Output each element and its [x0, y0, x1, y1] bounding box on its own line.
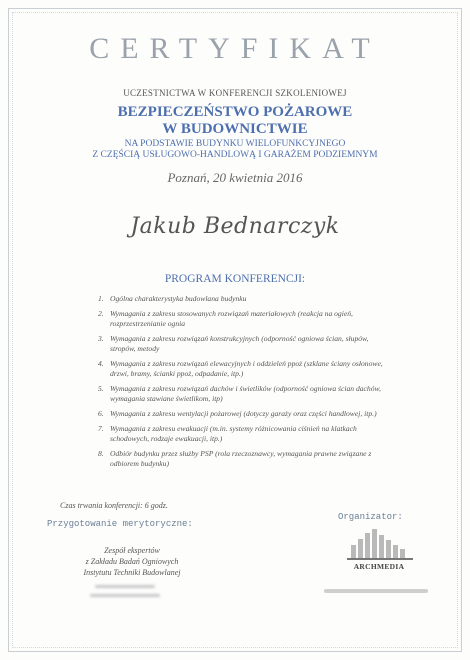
program-item-number: 6.: [98, 409, 104, 418]
program-item-text: Wymagania z zakresu rozwiązań elewacyjnych i oddzieleń ppoż (szklane ściany osłonowe, drzwi, bramy, ścianki ppoż, odpadanie, itp.): [110, 359, 383, 378]
program-item: [98, 309, 388, 329]
place-date: Poznań, 20 kwietnia 2016: [167, 170, 303, 185]
organizer-label: Organizator:: [338, 512, 403, 522]
program-item: [98, 384, 388, 404]
program-heading: PROGRAM KONFERENCJI:: [164, 273, 306, 285]
program-list: [98, 294, 388, 474]
program-item-number: 3.: [98, 334, 104, 343]
program-item-number: 2.: [98, 309, 104, 318]
program-item: [98, 334, 388, 354]
experts-line2: z Zakładu Badań Ogniowych: [85, 557, 179, 566]
conference-title-line1: BEZPIECZEŃSTWO POŻAROWE: [117, 104, 353, 120]
participant-name: Jakub Bednarczyk: [130, 214, 340, 239]
redacted-signature-line2: [90, 594, 160, 597]
prepared-by-label: Przygotowanie merytoryczne:: [47, 519, 193, 529]
experts-line1: Zespół ekspertów: [104, 546, 160, 555]
program-item-text: Odbiór budynku przez służby PSP (rola rzeczoznawcy, wymagania prawne związane z odbiorem budynku): [110, 449, 372, 468]
program-item-text: Wymagania z zakresu rozwiązań konstrukcyjnych (odporność ogniowa ścian, słupów, stropów, metody: [110, 334, 369, 353]
conference-subtitle: [0, 139, 470, 161]
certificate-title: CERTYFIKAT: [89, 32, 381, 65]
program-item: [98, 409, 388, 419]
conference-title-line2: W BUDOWNICTWIE: [162, 121, 308, 137]
archmedia-logo-icon: [345, 527, 415, 561]
experts-line3: Instytutu Techniki Budowlanej: [83, 568, 181, 577]
program-item-text: Wymagania z zakresu ewakuacji (m.in. systemy różnicowania ciśnień na klatkach schodowych, rodzaje ewakuacji, itp.): [110, 424, 357, 443]
organizer-name: ARCHMEDIA: [353, 562, 405, 571]
conference-title: [0, 104, 470, 138]
conference-duration: Czas trwania konferencji: 6 godz.: [60, 501, 168, 510]
program-item-number: 1.: [98, 294, 104, 303]
program-item: [98, 294, 388, 304]
program-item-text: Wymagania z zakresu wentylacji pożarowej (dotyczy garaży oraz części handlowej, itp.): [110, 409, 377, 418]
experts-block: [62, 545, 202, 578]
program-item: [98, 449, 388, 469]
program-item: [98, 424, 388, 444]
program-item-number: 5.: [98, 384, 104, 393]
program-item: [98, 359, 388, 379]
redacted-organizer-signature: [320, 584, 432, 598]
program-item-text: Wymagania z zakresu rozwiązań dachów i świetlików (odporność ogniowa ścian dachów, wymagania stawiane świetlikom, itp): [110, 384, 381, 403]
conference-sub-line2: Z CZĘŚCIĄ USŁUGOWO-HANDLOWĄ I GARAŻEM PODZIEMNYM: [92, 150, 378, 160]
conference-sub-line1: NA PODSTAWIE BUDYNKU WIELOFUNKCYJNEGO: [124, 139, 346, 149]
program-item-text: Ogólna charakterystyka budowlana budynku: [110, 294, 247, 303]
redacted-signature-line1: [95, 585, 155, 588]
program-item-number: 4.: [98, 359, 104, 368]
program-item-text: Wymagania z zakresu stosowanych rozwiązań materiałowych (reakcja na ogień, rozprzestrzenianie ognia: [110, 309, 353, 328]
program-item-number: 8.: [98, 449, 104, 458]
program-item-number: 7.: [98, 424, 104, 433]
certificate-subtitle: UCZESTNICTWA W KONFERENCJI SZKOLENIOWEJ: [123, 88, 347, 98]
